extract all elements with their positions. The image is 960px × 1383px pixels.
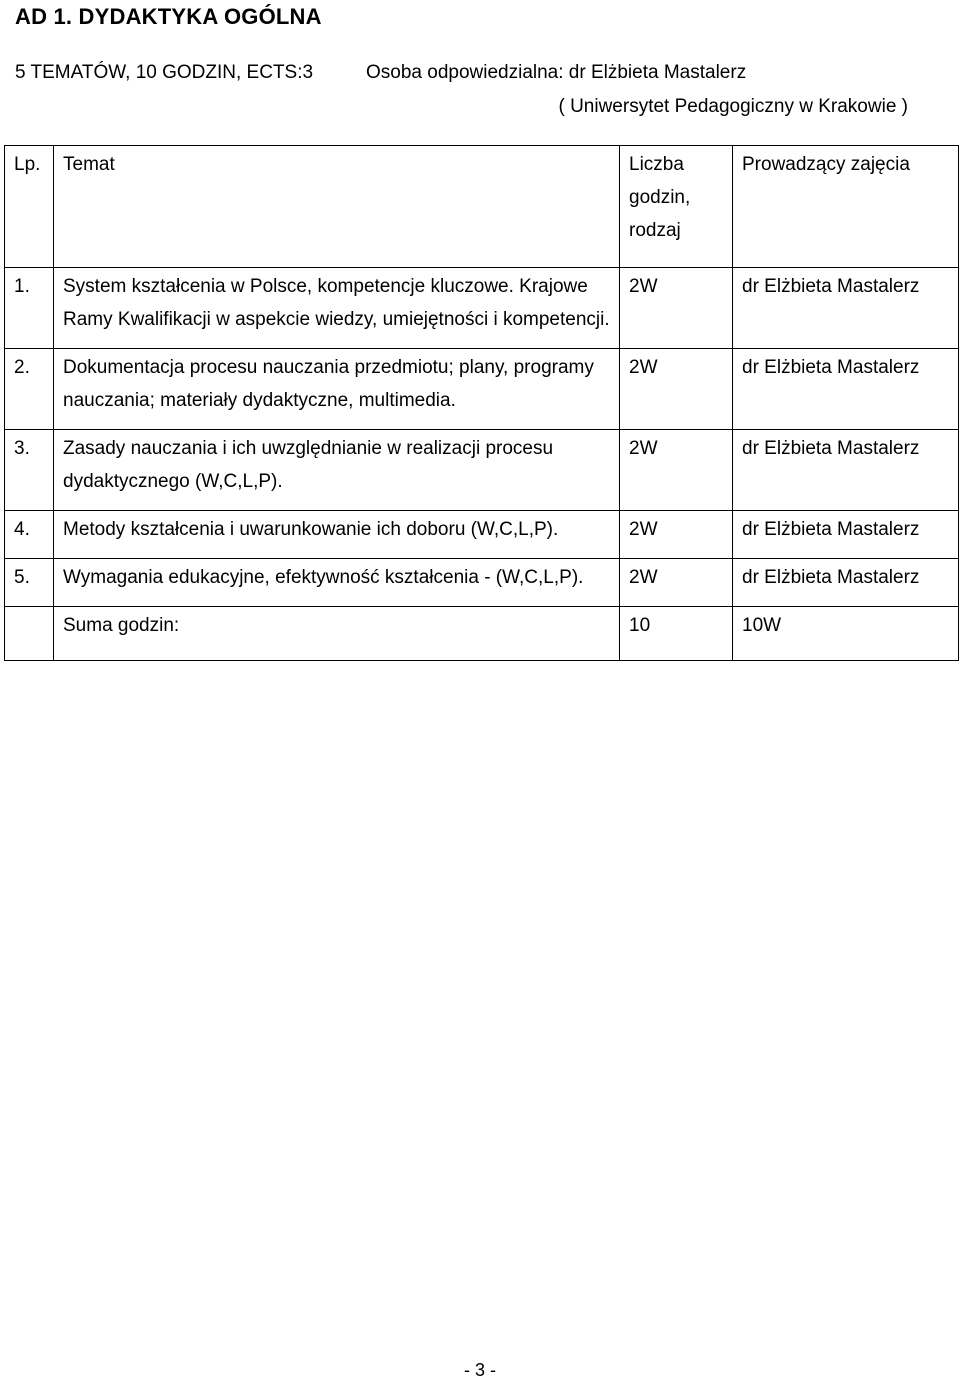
row-lead: dr Elżbieta Mastalerz bbox=[733, 559, 959, 607]
table-row bbox=[5, 268, 959, 349]
row-lp: 4. bbox=[5, 511, 54, 559]
row-hours: 2W bbox=[620, 559, 733, 607]
row-lead: dr Elżbieta Mastalerz bbox=[733, 268, 959, 349]
row-lead: dr Elżbieta Mastalerz bbox=[733, 511, 959, 559]
total-lead: 10W bbox=[733, 607, 959, 661]
total-hours: 10 bbox=[620, 607, 733, 661]
document-title: AD 1. DYDAKTYKA OGÓLNA bbox=[15, 4, 322, 29]
course-summary: 5 TEMATÓW, 10 GODZIN, ECTS:3 bbox=[15, 62, 314, 83]
institution-name: ( Uniwersytet Pedagogiczny w Krakowie ) bbox=[558, 96, 908, 117]
responsible-person: Osoba odpowiedzialna: dr Elżbieta Mastalerz bbox=[366, 62, 747, 83]
row-lead: dr Elżbieta Mastalerz bbox=[733, 349, 959, 430]
row-lp: 3. bbox=[5, 430, 54, 511]
header-lead: Prowadzący zajęcia bbox=[733, 146, 959, 268]
table-row bbox=[5, 430, 959, 511]
row-lp: 2. bbox=[5, 349, 54, 430]
row-topic: Dokumentacja procesu nauczania przedmiotu; plany, programy nauczania; materiały dydaktyczne, multimedia. bbox=[54, 349, 620, 430]
row-hours: 2W bbox=[620, 430, 733, 511]
table-row bbox=[5, 559, 959, 607]
row-lead: dr Elżbieta Mastalerz bbox=[733, 430, 959, 511]
table-row bbox=[5, 349, 959, 430]
page-number: - 3 - bbox=[463, 1360, 496, 1380]
row-hours: 2W bbox=[620, 268, 733, 349]
header-topic: Temat bbox=[54, 146, 620, 268]
course-topics-table bbox=[4, 145, 959, 661]
row-lp: 1. bbox=[5, 268, 54, 349]
row-topic: Zasady nauczania i ich uwzględnianie w realizacji procesu dydaktycznego (W,C,L,P). bbox=[54, 430, 620, 511]
total-label: Suma godzin: bbox=[54, 607, 620, 661]
header-lp: Lp. bbox=[5, 146, 54, 268]
row-topic: Wymagania edukacyjne, efektywność kształcenia - (W,C,L,P). bbox=[54, 559, 620, 607]
row-hours: 2W bbox=[620, 511, 733, 559]
header-hours: Liczba godzin, rodzaj bbox=[620, 146, 733, 268]
total-lp-empty bbox=[5, 607, 54, 661]
table-header-row bbox=[5, 146, 959, 268]
row-lp: 5. bbox=[5, 559, 54, 607]
row-topic: System kształcenia w Polsce, kompetencje kluczowe. Krajowe Ramy Kwalifikacji w aspekcie wiedzy, umiejętności i kompetencji. bbox=[54, 268, 620, 349]
table-total-row bbox=[5, 607, 959, 661]
row-hours: 2W bbox=[620, 349, 733, 430]
row-topic: Metody kształcenia i uwarunkowanie ich doboru (W,C,L,P). bbox=[54, 511, 620, 559]
table-row bbox=[5, 511, 959, 559]
